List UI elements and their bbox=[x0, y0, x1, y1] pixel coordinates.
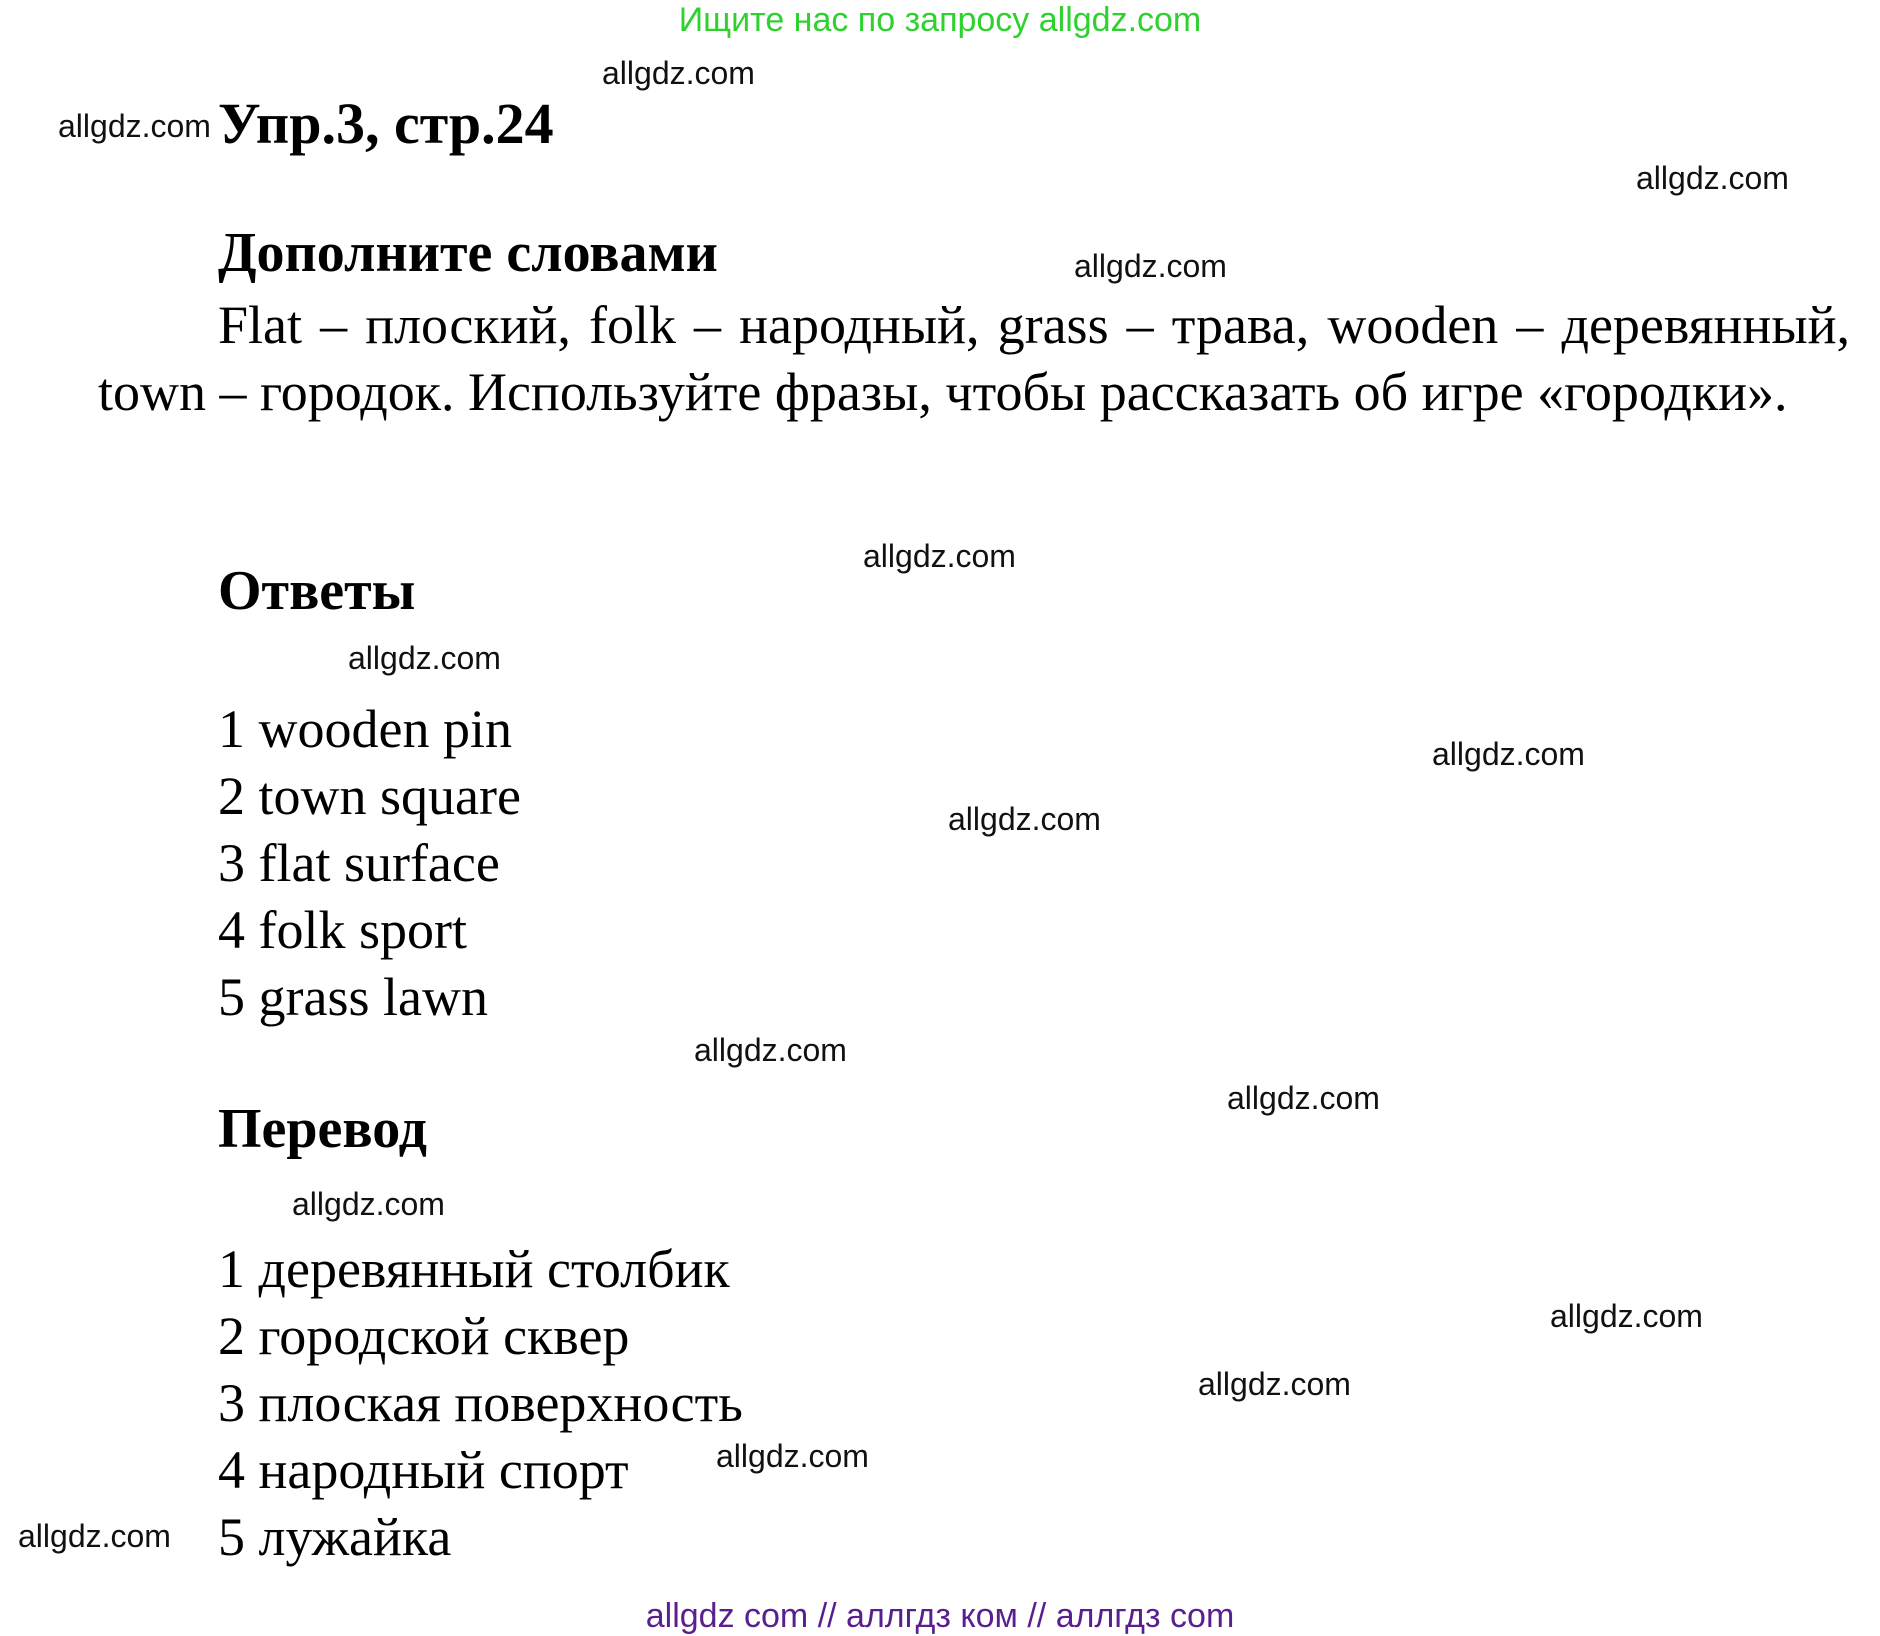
page-title: Упр.3, стр.24 bbox=[218, 91, 554, 156]
task-heading: Дополните словами bbox=[218, 222, 718, 284]
answers-list bbox=[218, 696, 521, 1031]
watermark: allgdz.com bbox=[292, 1186, 445, 1222]
list-item: 3 плоская поверхность bbox=[218, 1373, 743, 1433]
translation-heading: Перевод bbox=[218, 1098, 427, 1160]
watermark: allgdz.com bbox=[58, 108, 211, 144]
list-item: 5 лужайка bbox=[218, 1507, 452, 1567]
watermark: allgdz.com bbox=[1432, 736, 1585, 772]
list-item: 1 деревянный столбик bbox=[218, 1239, 730, 1299]
watermark: allgdz.com bbox=[863, 538, 1016, 574]
list-item: 4 народный спорт bbox=[218, 1440, 629, 1500]
list-item: 5 grass lawn bbox=[218, 967, 488, 1027]
watermark: allgdz.com bbox=[18, 1518, 171, 1554]
task-text: Flat – плоский, folk – народный, grass – трава, wooden – деревянный, town – городок. Используйте фразы, чтобы рассказать об игре «городки». bbox=[98, 295, 1850, 422]
watermark: allgdz.com bbox=[694, 1032, 847, 1068]
list-item: 2 town square bbox=[218, 766, 521, 826]
watermark: allgdz.com bbox=[1074, 248, 1227, 284]
watermark: allgdz.com bbox=[1198, 1366, 1351, 1402]
list-item: 4 folk sport bbox=[218, 900, 467, 960]
watermark: allgdz.com bbox=[1636, 160, 1789, 196]
watermark: allgdz.com bbox=[1227, 1080, 1380, 1116]
list-item: 1 wooden pin bbox=[218, 699, 512, 759]
watermark: allgdz.com bbox=[948, 801, 1101, 837]
list-item: 3 flat surface bbox=[218, 833, 500, 893]
watermark: allgdz.com bbox=[716, 1438, 869, 1474]
translation-list bbox=[218, 1236, 743, 1571]
watermark: allgdz.com bbox=[348, 640, 501, 676]
watermark: allgdz.com bbox=[602, 55, 755, 91]
list-item: 2 городской сквер bbox=[218, 1306, 630, 1366]
footer-links: allgdz com // аллгдз ком // аллгдз com bbox=[645, 1597, 1235, 1635]
search-banner: Ищите нас по запросу allgdz.com bbox=[678, 1, 1202, 39]
watermark: allgdz.com bbox=[1550, 1298, 1703, 1334]
answers-heading: Ответы bbox=[218, 560, 416, 622]
